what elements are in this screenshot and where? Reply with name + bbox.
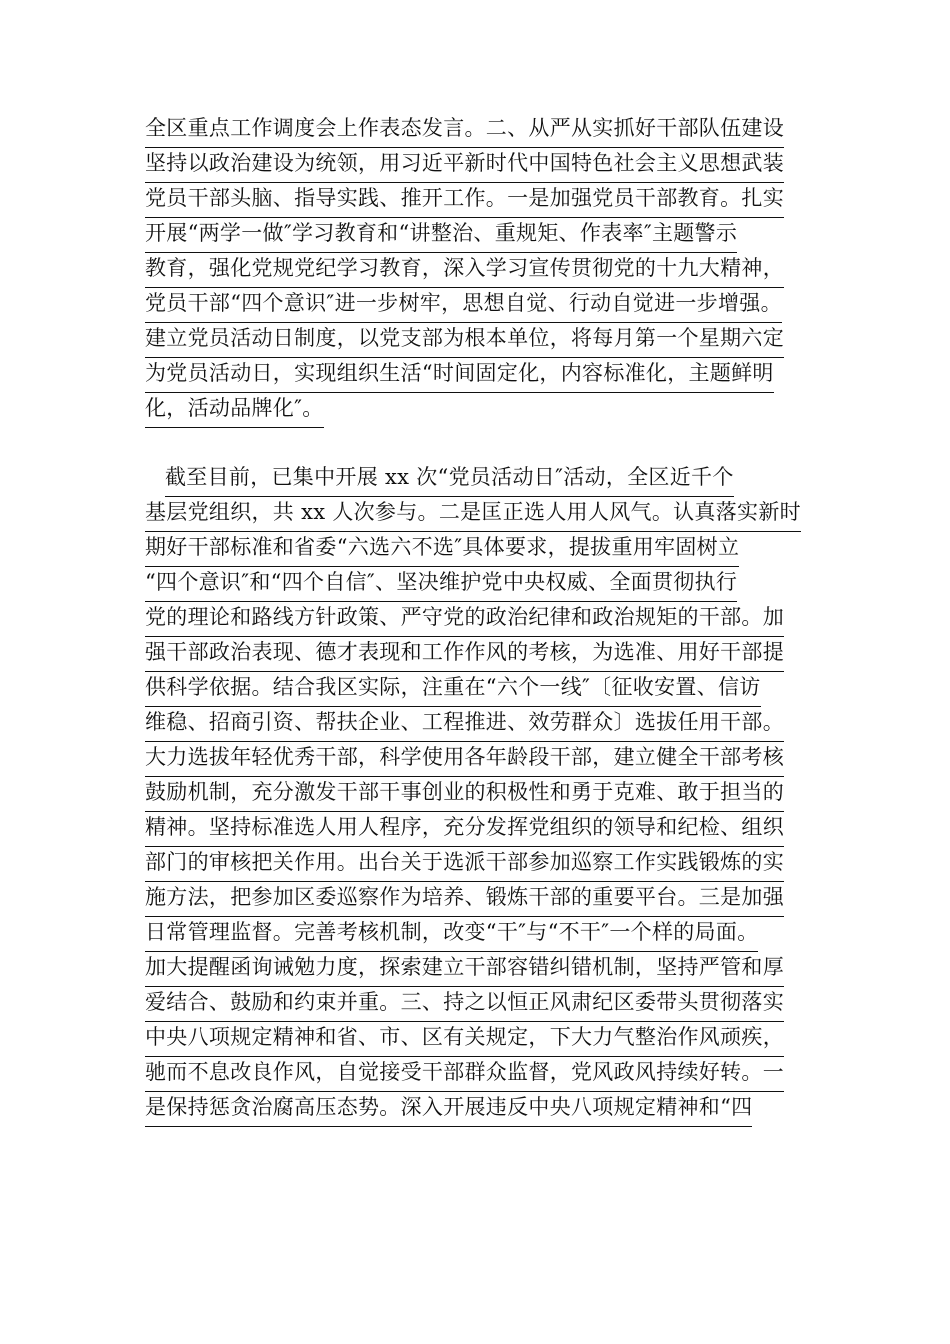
text-line: 期好干部标准和省委“六选六不选″具体要求，提拔重用牢固树立 [145,532,739,567]
text-line: 加大提醒函询诫勉力度，探索建立干部容错纠错机制，坚持严管和厚 [145,952,784,987]
text-line: 驰而不息改良作风，自觉接受干部群众监督，党风政风持续好转。一 [145,1057,784,1092]
text-line: 基层党组织，共 xx 人次参与。二是匡正选人用人风气。认真落实新时 [145,497,801,532]
text-line: 教育，强化党规党纪学习教育，深入学习宣传贯彻党的十九大精神， [145,253,784,288]
text-line: 施方法，把参加区委巡察作为培养、锻炼干部的重要平台。三是加强 [145,882,784,917]
text-line: 精神。坚持标准选人用人程序，充分发挥党组织的领导和纪检、组织 [145,812,784,847]
text-line: 为党员活动日，实现组织生活“时间固定化，内容标准化，主题鲜明 [145,358,774,393]
text-line: 建立党员活动日制度，以党支部为根本单位，将每月第一个星期六定 [145,323,784,358]
text-line: 开展“两学一做″学习教育和“讲整治、重规矩、作表率″主题警示 [145,218,737,253]
text-line: 鼓励机制，充分激发干部干事创业的积极性和勇于克难、敢于担当的 [145,777,784,812]
text-line: 党员干部“四个意识″进一步树牢，思想自觉、行动自觉进一步增强。 [145,288,782,323]
text-line: 截至目前，已集中开展 xx 次“党员活动日″活动，全区近千个 [165,462,734,497]
text-line: 党的理论和路线方针政策、严守党的政治纪律和政治规矩的干部。加 [145,602,784,637]
text-line: 日常管理监督。完善考核机制，改变“干″与“不干″一个样的局面。 [145,917,758,952]
text-line: 爱结合、鼓励和约束并重。三、持之以恒正风肃纪区委带头贯彻落实 [145,987,784,1022]
text-line: 供科学依据。结合我区实际，注重在“六个一线″〔征收安置、信访 [145,672,761,707]
text-line: 维稳、招商引资、帮扶企业、工程推进、效劳群众〕选拔任用干部。 [145,707,784,742]
text-line: 坚持以政治建设为统领，用习近平新时代中国特色社会主义思想武装 [145,148,784,183]
text-line: 全区重点工作调度会上作表态发言。二、从严从实抓好干部队伍建设 [145,113,784,148]
text-line: 是保持惩贪治腐高压态势。深入开展违反中央八项规定精神和“四 [145,1092,752,1127]
text-line: 中央八项规定精神和省、市、区有关规定，下大力气整治作风顽疾， [145,1022,784,1057]
text-line: 化，活动品牌化″。 [145,393,324,428]
text-line: 党员干部头脑、指导实践、推开工作。一是加强党员干部教育。扎实 [145,183,784,218]
text-line: 大力选拔年轻优秀干部，科学使用各年龄段干部，建立健全干部考核 [145,742,784,777]
text-line: “四个意识″和“四个自信″、坚决维护党中央权威、全面贯彻执行 [145,567,737,602]
text-line: 部门的审核把关作用。出台关于选派干部参加巡察工作实践锻炼的实 [145,847,784,882]
text-line: 强干部政治表现、德才表现和工作作风的考核，为选准、用好干部提 [145,637,784,672]
